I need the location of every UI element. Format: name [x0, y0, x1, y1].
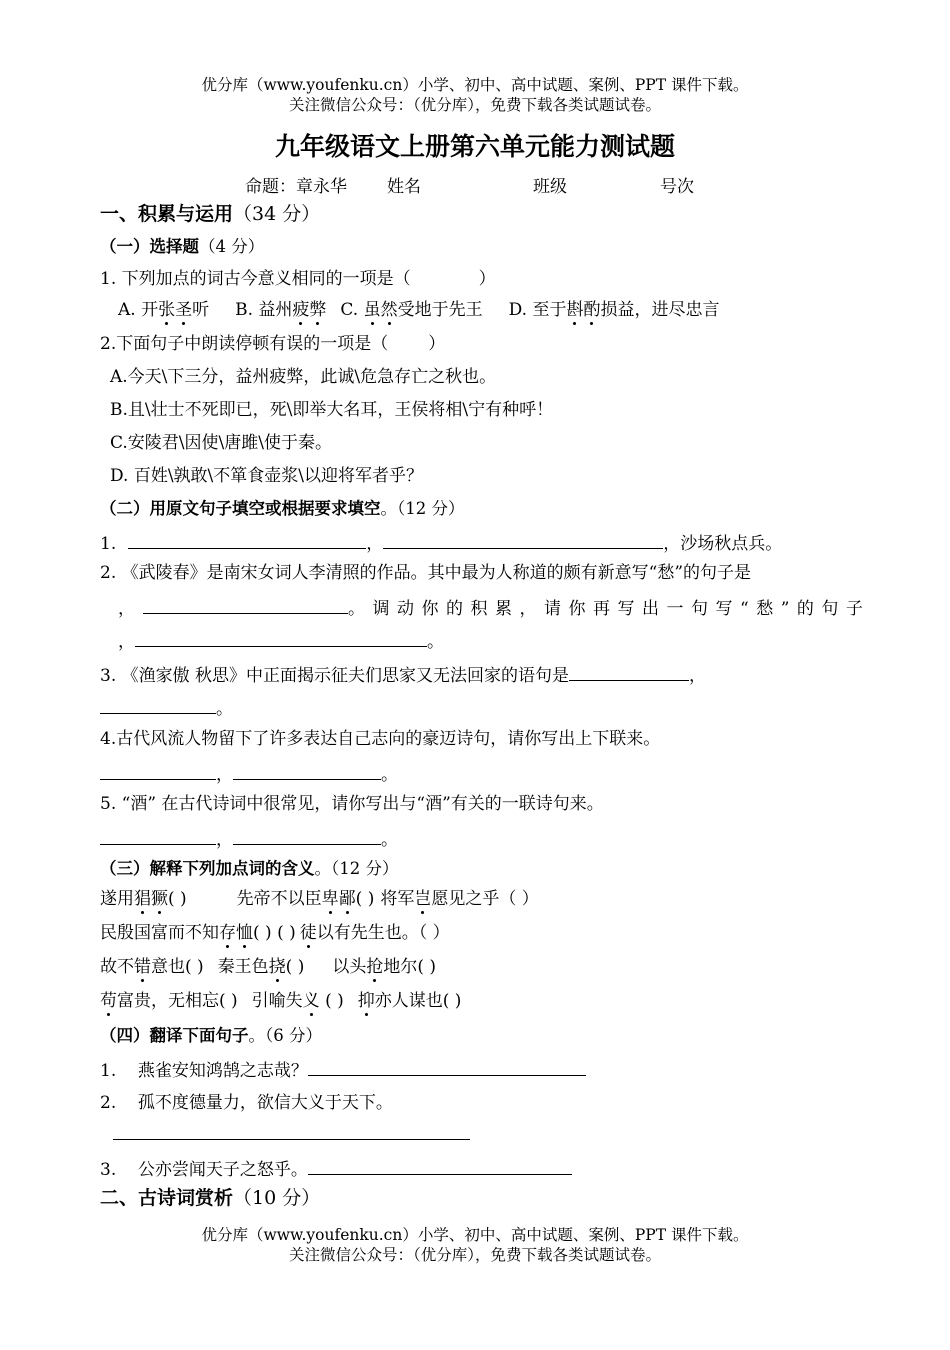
translate-q2-blank-row	[113, 1121, 470, 1146]
explain-item: 民殷国富而不知存恤( ) ( )	[100, 923, 296, 943]
blank[interactable]	[135, 628, 427, 647]
blank[interactable]	[128, 530, 366, 549]
section-2-heading: 二、古诗词赏析（10 分）	[100, 1187, 321, 1209]
blank[interactable]	[569, 662, 689, 681]
footer-line-2: 关注微信公众号：（优分库），免费下载各类试题试卷。	[288, 1246, 661, 1264]
blank[interactable]	[100, 695, 216, 714]
fill-q5-line2: ， 。	[100, 826, 398, 851]
explain-row-2	[100, 922, 450, 944]
q2-option-c: C.安陵君\因使\唐雎\使于秦。	[110, 433, 332, 453]
q2-option-a: A.今天\下三分，益州疲弊，此诚\危急存亡之秋也。	[110, 367, 497, 387]
blank[interactable]	[100, 826, 216, 845]
part-1-heading: （一）选择题（4 分）	[100, 237, 265, 256]
explain-item: 抑亦人谋也( )	[357, 991, 462, 1011]
q1-option-c: C. 虽然受地于先王	[340, 300, 483, 320]
blank[interactable]	[113, 1121, 470, 1140]
q1-option-a: A. 开张圣听	[118, 300, 210, 320]
footer-line-1: 优分库（www.youfenku.cn）小学、初中、高中试题、案例、PPT 课件下载。	[201, 1226, 749, 1244]
blank[interactable]	[308, 1156, 572, 1175]
fill-q4-line2: ， 。	[100, 761, 398, 786]
blank[interactable]	[143, 595, 348, 614]
blank[interactable]	[383, 530, 663, 549]
explain-row-3	[100, 956, 436, 978]
explain-item: 引喻失义 ( )	[251, 991, 344, 1011]
part-3-heading: （三）解释下列加点词的含义。（12 分）	[100, 859, 399, 878]
fill-q4-line1: 4.古代风流人物留下了许多表达自己志向的豪迈诗句，请你写出上下联来。	[100, 729, 661, 749]
translate-q3: 3. 公亦尝闻天子之怒乎。	[100, 1156, 572, 1181]
page-title: 九年级语文上册第六单元能力测试题	[274, 132, 675, 161]
fill-q5-line1: 5. “酒” 在古代诗词中很常见，请你写出与“酒”有关的一联诗句来。	[100, 794, 604, 814]
blank[interactable]	[308, 1057, 586, 1076]
meta-line	[245, 176, 694, 198]
q1-options	[118, 299, 719, 321]
header-line-2: 关注微信公众号：（优分库），免费下载各类试题试卷。	[288, 96, 661, 114]
part-4-heading: （四）翻译下面句子。（6 分）	[100, 1026, 322, 1045]
explain-item: 徒以有先生也。（ ）	[299, 923, 450, 943]
explain-item: 故不错意也( )	[100, 957, 204, 977]
author: 命题：章永华	[245, 177, 347, 197]
fill-q2-line1: 2. 《武陵春》是南宋女词人李清照的作品。其中最为人称道的颇有新意写“愁”的句子是	[100, 563, 752, 583]
part-2-heading: （二）用原文句子填空或根据要求填空。（12 分）	[100, 499, 465, 518]
explain-item: 以头抢地尔( )	[332, 957, 437, 977]
q1-stem: 1. 下列加点的词古今意义相同的一项是（ ）	[100, 269, 496, 289]
number-label: 号次	[660, 177, 694, 197]
explain-item: 先帝不以臣卑鄙( )	[236, 889, 375, 909]
explain-item: 苟富贵，无相忘( )	[100, 991, 238, 1011]
fill-q3-line1: 3. 《渔家傲 秋思》中正面揭示征夫们思家又无法回家的语句是 ，	[100, 662, 706, 687]
q2-option-b: B.且\壮士不死即已，死\即举大名耳，王侯将相\宁有种呼！	[110, 400, 554, 420]
fill-q2-line2: ， 。调动你的积累，请你再写出一句写“愁”的句子	[118, 595, 870, 620]
explain-item: 秦王色挠( )	[217, 957, 305, 977]
header-line-1: 优分库（www.youfenku.cn）小学、初中、高中试题、案例、PPT 课件下载。	[201, 76, 749, 94]
explain-row-1	[100, 888, 539, 910]
q2-option-d: D. 百姓\孰敢\不箪食壶浆\以迎将军者乎？	[110, 466, 424, 486]
translate-q1: 1. 燕雀安知鸿鹄之志哉？	[100, 1057, 586, 1082]
translate-q2: 2. 孤不度德量力，欲信大义于天下。	[100, 1093, 393, 1113]
section-1-heading: 一、积累与运用（34 分）	[100, 203, 321, 225]
fill-q1: 1. ， ，沙场秋点兵。	[100, 530, 782, 555]
blank[interactable]	[100, 761, 216, 780]
class-label: 班级	[533, 177, 567, 197]
blank[interactable]	[233, 826, 381, 845]
explain-row-4	[100, 990, 461, 1012]
q1-option-d: D. 至于斟酌损益，进尽忠言	[508, 300, 720, 320]
fill-q3-line2: 。	[100, 695, 233, 720]
q2-stem: 2.下面句子中朗读停顿有误的一项是（ ）	[100, 334, 446, 354]
q1-option-b: B. 益州疲弊	[235, 300, 327, 320]
explain-item: 遂用猖獗( )	[100, 889, 187, 909]
fill-q2-line3: ， 。	[118, 628, 444, 653]
blank[interactable]	[233, 761, 381, 780]
name-label: 姓名	[387, 177, 421, 197]
explain-item: 将军岂愿见之乎（ ）	[380, 889, 539, 909]
